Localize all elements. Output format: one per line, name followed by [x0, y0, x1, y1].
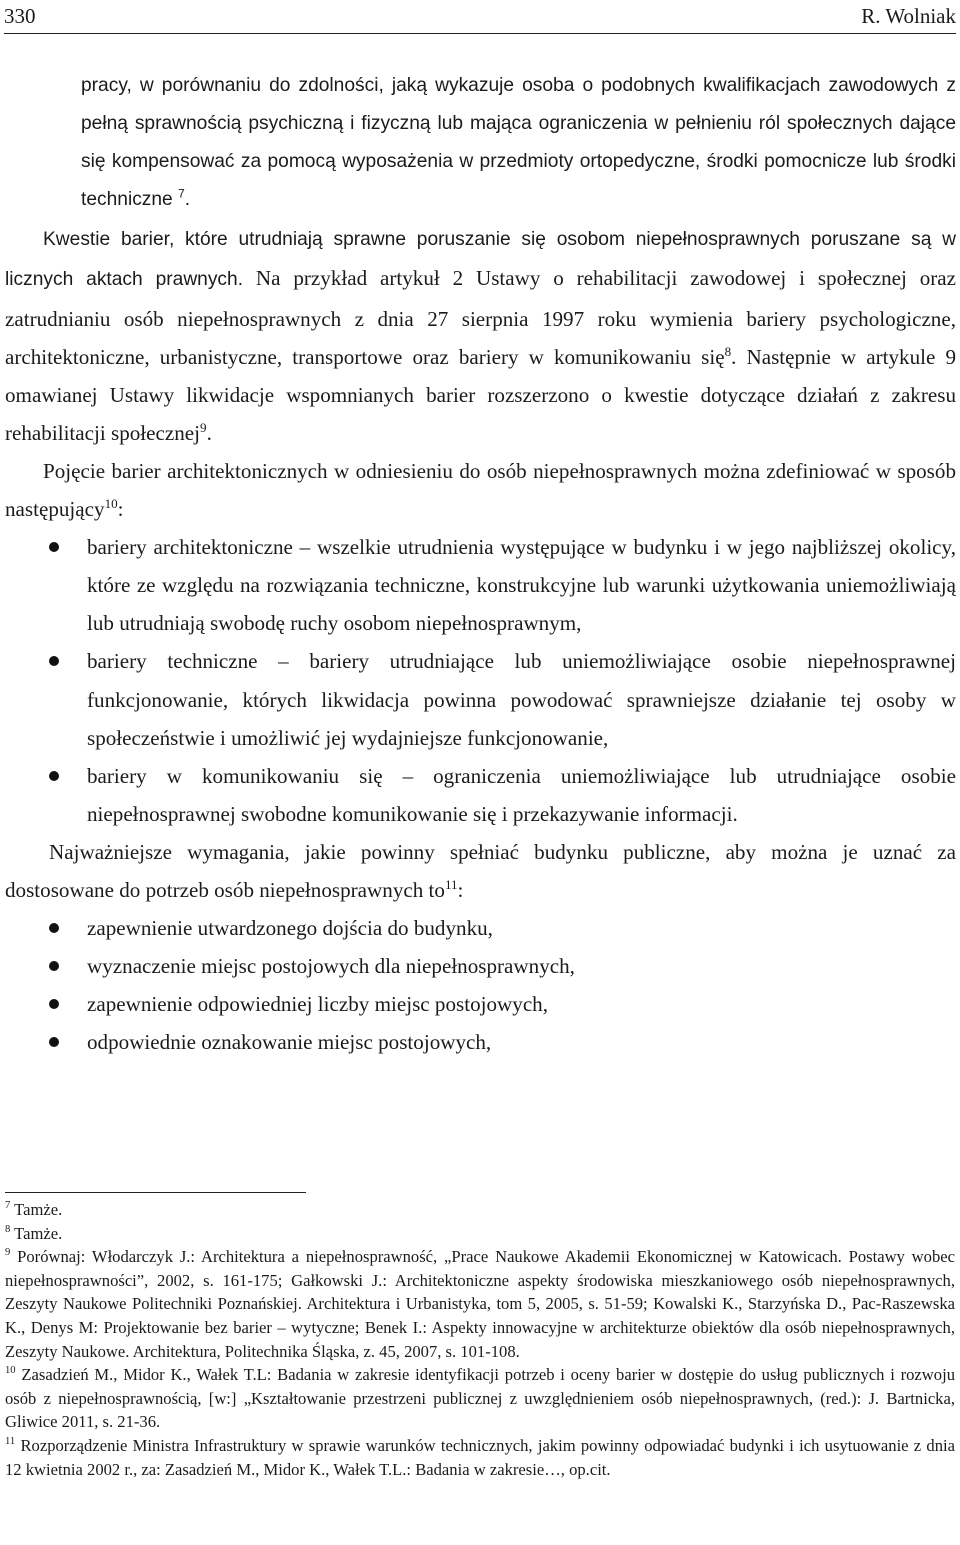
footnote-ref-11: 11: [444, 876, 458, 892]
bullet-icon: [49, 656, 59, 666]
list-item: zapewnienie odpowiedniej liczby miejsc postojowych,: [5, 985, 956, 1023]
paragraph-definition: Pojęcie barier architektonicznych w odniesieniu do osób niepełnosprawnych można zdefiniować w sposób następujący$^{10}$:: [5, 458, 956, 522]
list-item: bariery w komunikowaniu się – ograniczenia uniemożliwiające lub utrudniające osobie niepełnosprawnej swobodne komunikowanie się i przekazywanie informacji.: [5, 757, 956, 833]
paragraph-continuation: pracy, w porównaniu do zdolności, jaką wykazuje osoba o podobnych kwalifikacjach zawodowych z pełną sprawnością psychiczną i fizyczną lub mająca ograniczenia w pełnieniu ról społecznych dające się kompensować za pomocą wyposażenia w przedmioty ortopedyczne, środki pomocnicze lub środki techniczne $^7$.: [81, 75, 956, 211]
footnote-8: $^8$ Tamże.: [5, 1223, 63, 1243]
main-text: [5, 67, 956, 1061]
bullet-icon: [49, 961, 59, 971]
bullet-icon: [49, 999, 59, 1009]
list-item: wyznaczenie miejsc postojowych dla niepełnosprawnych,: [5, 947, 956, 985]
page-header: [4, 0, 956, 34]
list-item: zapewnienie utwardzonego dojścia do budynku,: [5, 909, 956, 947]
list-item: odpowiednie oznakowanie miejsc postojowych,: [5, 1023, 956, 1061]
bullet-icon: [49, 1037, 59, 1047]
bullet-icon: [49, 923, 59, 933]
footnote-7: $^7$ Tamże.: [5, 1199, 63, 1219]
bullet-icon: [49, 771, 59, 781]
page-number: 330: [4, 4, 36, 28]
footnote-ref-7: 7: [178, 186, 185, 201]
paragraph-legal-acts: Kwestie barier, które utrudniają sprawne poruszanie się osobom niepełnosprawnych poruszane są w licznych aktach prawnych. Na przykład artykuł 2 Ustawy o rehabilitacji zawodowej i społecznej oraz zatrudnianiu osób niepełnosprawnych z dnia 27 sierpnia 1997 roku wymienia bariery psychologiczne, architektoniczne, urbanistyczne, transportowe oraz bariery w komunikowaniu się$^8$. Następnie w artykule 9 omawianej Ustawy likwidacje wspomnianych barier rozszerzono o kwestie dotyczące działań z zakresu rehabilitacji społecznej$^9$.: [5, 229, 957, 445]
barrier-types-list: [5, 528, 956, 833]
footnote-ref-9: 9: [200, 419, 207, 435]
footnote-11: $^{11}$ Rozporządzenie Ministra Infrastruktury w sprawie warunków technicznych, jakim powinny odpowiadać budynki i ich usytuowanie z dnia 12 kwietnia 2002 r., za: Zasadzień M., Midor K., Wałek T.L.: Badania w zakresie…, op.cit.: [5, 1435, 955, 1479]
footnotes: [5, 1198, 955, 1481]
footnote-9: $^9$ Porównaj: Włodarczyk J.: Architektura a niepełnosprawność, „Prace Naukowe Akademii Ekonomicznej w Katowicach. Postawy wobec niepełnosprawności”, 2002, s. 161-175; Gałkowski J.: Architektoniczne aspekty środowiska mieszkaniowego osób niepełnosprawnych, Zeszyty Naukowe Politechniki Poznańskiej. Architektura i Urbanistyka, tom 5, 2005, s. 51-59; Kowalski K., Starzyńska D., Pac-Raszewska K., Denys M: Projektowanie bez barier – wytyczne; Benek I.: Aspekty innowacyjne w architekturze obiektów dla osób niepełnosprawnych, Zeszyty Naukowe. Architektura, Politechnika Śląska, z. 45, 2007, s. 101-108.: [5, 1246, 955, 1361]
footnote-ref-8: 8: [724, 343, 732, 359]
list-item: bariery architektoniczne – wszelkie utrudnienia występujące w budynku i w jego najbliższej okolicy, które ze względu na rozwiązania techniczne, konstrukcyjne lub warunki użytkowania uniemożliwiają lub utrudniają swobodę ruchy osobom niepełnosprawnym,: [5, 528, 956, 642]
paragraph-requirements: Najważniejsze wymagania, jakie powinny spełniać budynku publiczne, aby można je uznać za dostosowane do potrzeb osób niepełnosprawnych $to^{11}$:: [5, 839, 956, 902]
list-item: bariery techniczne – bariery utrudniające lub uniemożliwiające osobie niepełnosprawnej funkcjonowanie, których likwidacja powinna powodować sprawniejsze działanie tej osoby w społeczeństwie i umożliwić jej wydajniejsze funkcjonowanie,: [5, 642, 956, 756]
footnote-ref-10: 10: [104, 495, 118, 511]
bullet-icon: [49, 542, 59, 552]
requirements-list: [5, 909, 956, 1061]
running-author: R. Wolniak: [861, 4, 956, 28]
footnote-10: $^{10}$ Zasadzień M., Midor K., Wałek T.L: Badania w zakresie identyfikacji potrzeb i oceny barier w dostępie do usług publicznych i rozwoju osób z niepełnosprawnością, [w:] „Kształtowanie przestrzeni publicznej z uwzględnieniem osób niepełnosprawnych, (red.): J. Bartnicka, Gliwice 2011, s. 21-36.: [5, 1364, 955, 1432]
footnote-separator: [5, 1192, 306, 1193]
